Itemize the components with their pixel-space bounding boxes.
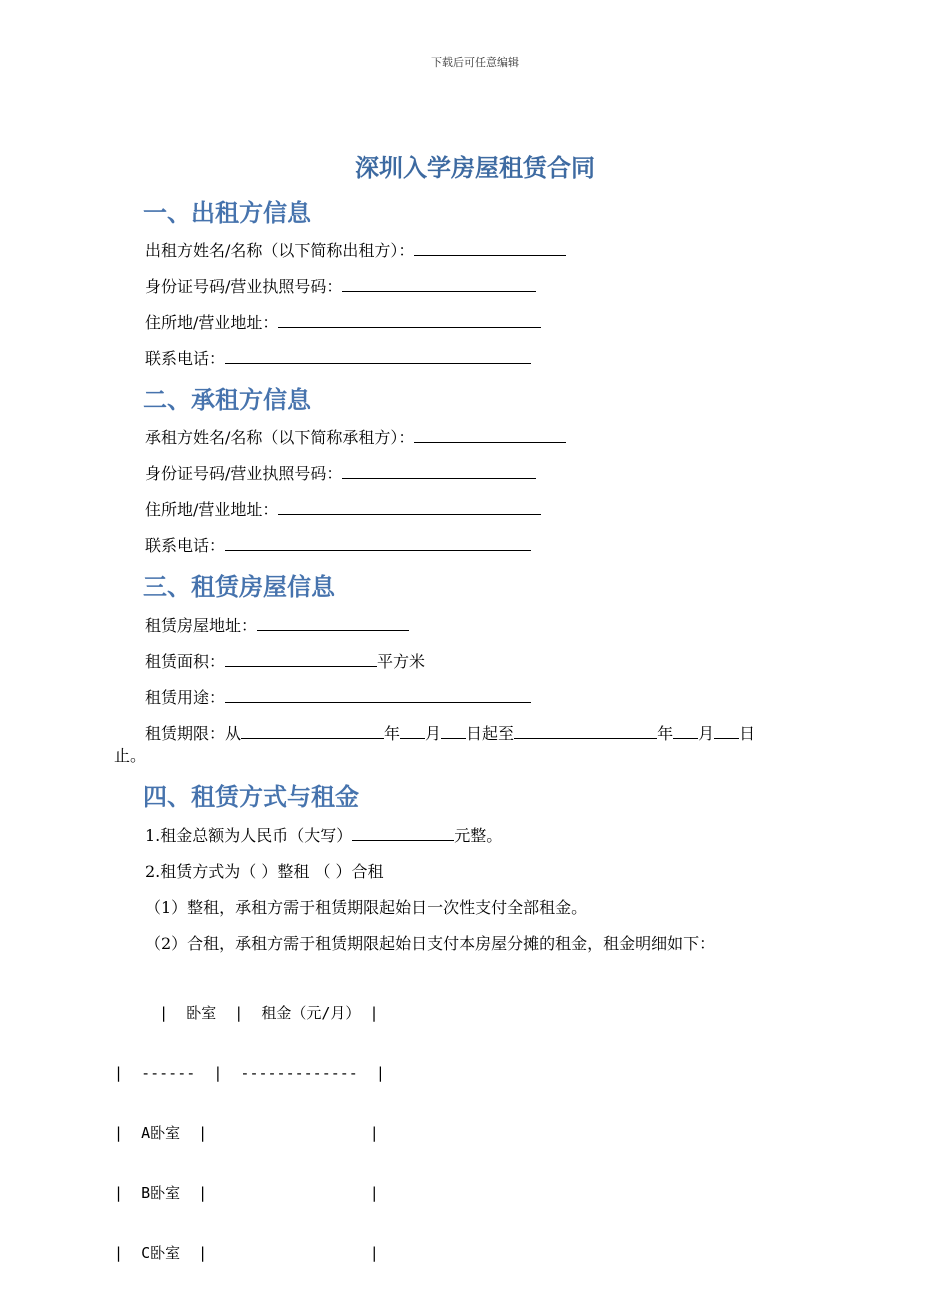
rent-total-line <box>145 823 502 846</box>
rent-total-suffix: 元整。 <box>454 826 503 845</box>
section-heading-rent: 四、租赁方式与租金 <box>143 783 359 811</box>
rent-detail-table <box>114 963 385 1303</box>
lessee-id-label: 身份证号码/营业执照号码： <box>145 464 343 483</box>
lessee-name-blank[interactable] <box>414 427 566 443</box>
property-address-blank[interactable] <box>257 615 409 631</box>
term-start-year-blank[interactable] <box>241 723 384 739</box>
term-end-month-text: 月 <box>698 724 715 743</box>
table-line: | ------ | ------------- | <box>114 1064 385 1082</box>
property-address-line <box>145 613 409 636</box>
lessor-phone-blank[interactable] <box>225 348 531 364</box>
lessee-address-blank[interactable] <box>278 499 541 515</box>
term-end-text: 止。 <box>114 746 147 765</box>
lessor-name-label: 出租方姓名/名称（以下简称出租方）： <box>145 241 415 260</box>
lessor-id-line <box>145 274 536 297</box>
lessee-address-line <box>145 497 541 520</box>
table-line: | A卧室 | | <box>114 1124 379 1142</box>
property-use-blank[interactable] <box>225 687 531 703</box>
term-start-month-blank[interactable] <box>400 723 425 739</box>
term-from-text: 日起至 <box>466 724 515 743</box>
property-use-line <box>145 685 531 708</box>
rent-shared-line: （2）合租，承租方需于租赁期限起始日支付本房屋分摊的租金，租金明细如下： <box>145 934 716 953</box>
term-month-text: 月 <box>425 724 442 743</box>
term-end-year-text: 年 <box>657 724 674 743</box>
rent-whole-line: （1）整租，承租方需于租赁期限起始日一次性支付全部租金。 <box>145 898 588 917</box>
term-day-text: 日 <box>739 724 756 743</box>
property-term-line <box>145 721 805 744</box>
property-use-label: 租赁用途： <box>145 688 226 707</box>
lessee-phone-blank[interactable] <box>225 535 531 551</box>
rent-total-prefix: 1.租金总额为人民币（大写） <box>145 826 353 845</box>
header-note: 下载后可任意编辑 <box>431 56 519 69</box>
lessor-address-blank[interactable] <box>278 312 541 328</box>
lessor-id-label: 身份证号码/营业执照号码： <box>145 277 343 296</box>
term-end-year-blank[interactable] <box>514 723 657 739</box>
property-area-unit: 平方米 <box>377 652 426 671</box>
lessor-name-line <box>145 238 566 261</box>
lessee-name-label: 承租方姓名/名称（以下简称承租方）： <box>145 428 415 447</box>
lessee-name-line <box>145 425 566 448</box>
lessee-phone-label: 联系电话： <box>145 536 226 555</box>
lessee-id-line <box>145 461 536 484</box>
section-heading-lessor: 一、出租方信息 <box>143 199 311 227</box>
lessor-phone-line <box>145 346 531 369</box>
section-heading-lessee: 二、承租方信息 <box>143 386 311 414</box>
lessee-address-label: 住所地/营业地址： <box>145 500 279 519</box>
term-start-day-blank[interactable] <box>441 723 466 739</box>
rent-method-line: 2.租赁方式为（ ）整租 （ ）合租 <box>145 862 384 881</box>
property-area-line <box>145 649 425 672</box>
table-line: | 卧室 | 租金（元/月） | <box>114 1004 379 1022</box>
table-line: | B卧室 | | <box>114 1184 379 1202</box>
lessor-address-line <box>145 310 541 333</box>
table-line: | C卧室 | | <box>114 1244 379 1262</box>
lessor-address-label: 住所地/营业地址： <box>145 313 279 332</box>
lessor-phone-label: 联系电话： <box>145 349 226 368</box>
rent-total-blank[interactable] <box>352 825 454 841</box>
term-end-day-blank[interactable] <box>714 723 739 739</box>
lessee-id-blank[interactable] <box>342 463 536 479</box>
term-year-text: 年 <box>384 724 401 743</box>
document-title: 深圳入学房屋租赁合同 <box>355 154 595 182</box>
lessor-id-blank[interactable] <box>342 276 536 292</box>
term-end-month-blank[interactable] <box>673 723 698 739</box>
property-area-label: 租赁面积： <box>145 652 226 671</box>
lessor-name-blank[interactable] <box>414 240 566 256</box>
lessee-phone-line <box>145 533 531 556</box>
term-label: 租赁期限：从 <box>145 724 242 743</box>
section-heading-property: 三、租赁房屋信息 <box>143 573 335 601</box>
property-address-label: 租赁房屋地址： <box>145 616 258 635</box>
property-area-blank[interactable] <box>225 651 377 667</box>
